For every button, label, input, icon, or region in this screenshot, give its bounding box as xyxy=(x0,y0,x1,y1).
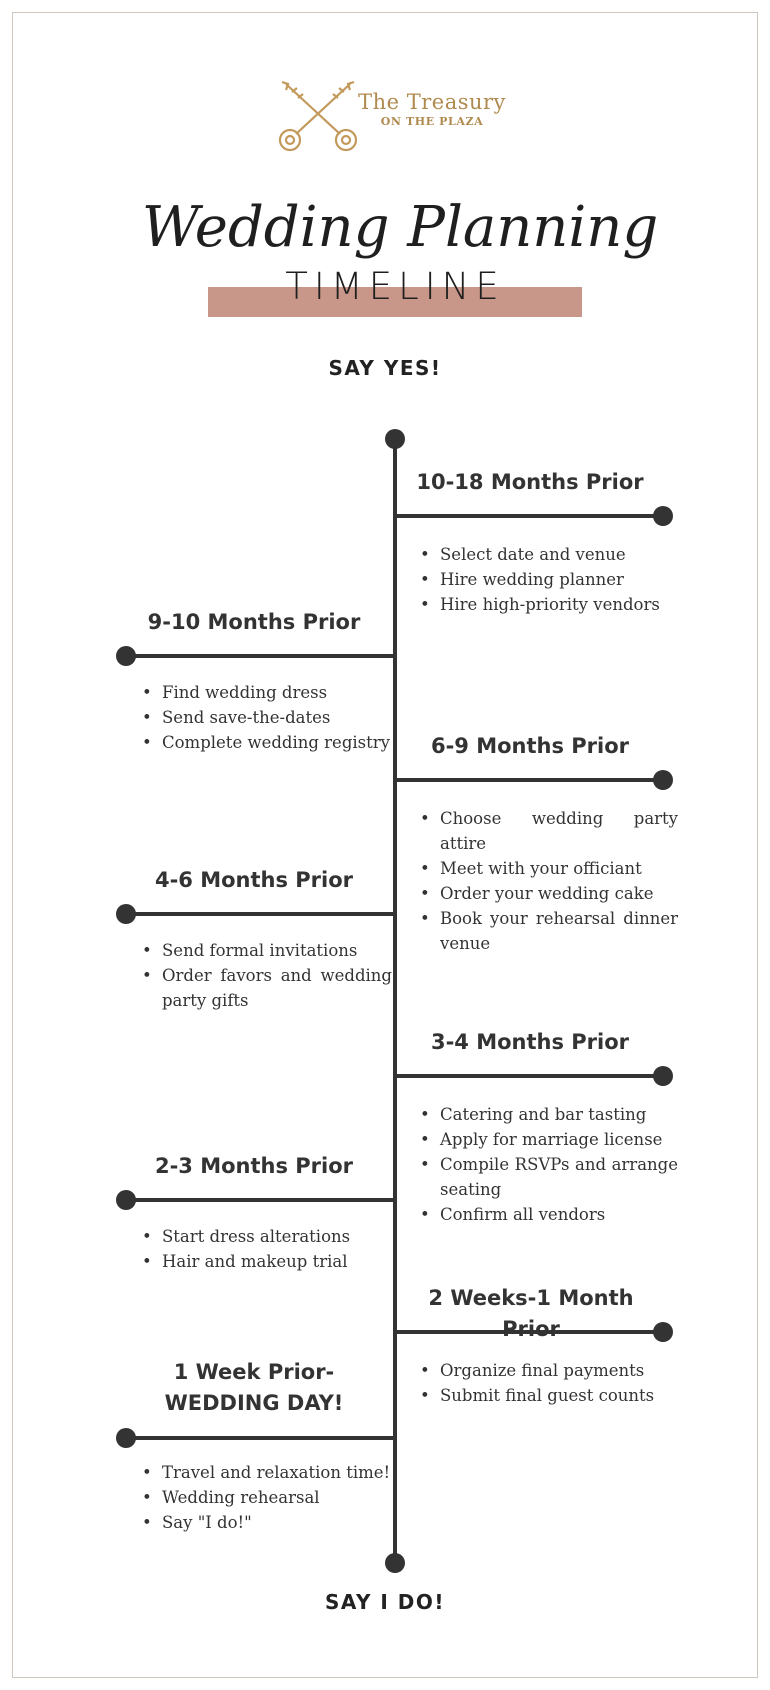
brand-name xyxy=(352,90,512,128)
milestone-7-list xyxy=(420,1358,678,1408)
milestone-3-item: • Meet with your officiant xyxy=(420,856,678,881)
milestone-6-heading: 2-3 Months Prior xyxy=(154,1154,354,1178)
milestone-3-heading: 6-9 Months Prior xyxy=(430,734,630,758)
milestone-7-heading: 2 Weeks-1 Month Prior xyxy=(428,1286,634,1341)
milestone-1-item: • Select date and venue xyxy=(420,542,678,567)
milestone-1-item: • Hire wedding planner xyxy=(420,567,678,592)
milestone-8-heading-line1: 1 Week Prior- xyxy=(173,1360,335,1384)
milestone-4-list xyxy=(142,938,392,1013)
milestone-4-item: • Order favors and wedding party gifts xyxy=(142,963,392,1013)
milestone-6-branch xyxy=(126,1198,394,1202)
milestone-5-item: • Confirm all vendors xyxy=(420,1202,678,1227)
milestone-8-item: • Say "I do!" xyxy=(142,1510,392,1535)
milestone-1-item: • Hire high-priority vendors xyxy=(420,592,678,617)
milestone-6-list xyxy=(142,1224,392,1274)
milestone-3-branch xyxy=(395,778,661,782)
milestone-1-dot xyxy=(653,506,673,526)
milestone-5-dot xyxy=(653,1066,673,1086)
milestone-8-heading xyxy=(126,1357,382,1419)
end-label: SAY I DO! xyxy=(324,1590,446,1614)
milestone-8-heading-line2: WEDDING DAY! xyxy=(164,1391,344,1415)
milestone-3-list xyxy=(420,806,678,956)
milestone-6-item: • Hair and makeup trial xyxy=(142,1249,392,1274)
milestone-4-heading: 4-6 Months Prior xyxy=(154,868,354,892)
milestone-3-item: • Order your wedding cake xyxy=(420,881,678,906)
milestone-2-list xyxy=(142,680,392,755)
milestone-2-item: • Find wedding dress xyxy=(142,680,392,705)
script-title-text: Wedding Planning xyxy=(141,195,659,260)
brand-treasury: Treasury xyxy=(406,90,506,114)
timeline-spine xyxy=(393,440,397,1562)
start-label: SAY YES! xyxy=(328,356,442,380)
milestone-1-branch xyxy=(395,514,661,518)
milestone-1-list xyxy=(420,542,678,617)
timeline-banner-text: TIMELINE xyxy=(285,265,505,308)
milestone-7-item: • Organize final payments xyxy=(420,1358,678,1383)
milestone-8-item: • Wedding rehearsal xyxy=(142,1485,392,1510)
milestone-5-heading: 3-4 Months Prior xyxy=(430,1030,630,1054)
brand-line-2: ON THE PLAZA xyxy=(380,115,484,128)
timeline-end-dot xyxy=(385,1553,405,1573)
milestone-6-dot xyxy=(116,1190,136,1210)
milestone-2-item: • Send save-the-dates xyxy=(142,705,392,730)
milestone-8-item: • Travel and relaxation time! xyxy=(142,1460,392,1485)
milestone-2-item: • Complete wedding registry xyxy=(142,730,392,755)
milestone-5-list xyxy=(420,1102,678,1227)
milestone-5-item: • Apply for marriage license xyxy=(420,1127,678,1152)
milestone-2-dot xyxy=(116,646,136,666)
milestone-4-branch xyxy=(126,912,394,916)
script-title xyxy=(141,188,659,276)
milestone-5-item: • Compile RSVPs and arrange seating xyxy=(420,1152,678,1202)
timeline-start-dot xyxy=(385,429,405,449)
milestone-6-item: • Start dress alterations xyxy=(142,1224,392,1249)
milestone-3-item: • Book your rehearsal dinner venue xyxy=(420,906,678,956)
milestone-8-list xyxy=(142,1460,392,1535)
milestone-2-branch xyxy=(126,654,394,658)
milestone-1-heading: 10-18 Months Prior xyxy=(416,470,644,494)
milestone-2-heading: 9-10 Months Prior xyxy=(147,610,361,634)
script-title-svg xyxy=(141,188,659,276)
milestone-8-branch xyxy=(126,1436,394,1440)
milestone-7-item: • Submit final guest counts xyxy=(420,1383,678,1408)
milestone-4-item: • Send formal invitations xyxy=(142,938,392,963)
brand-line-1 xyxy=(352,90,512,114)
milestone-5-branch xyxy=(395,1074,661,1078)
brand-the: The xyxy=(358,90,400,114)
milestone-8-dot xyxy=(116,1428,136,1448)
milestone-3-dot xyxy=(653,770,673,790)
milestone-5-item: • Catering and bar tasting xyxy=(420,1102,678,1127)
milestone-4-dot xyxy=(116,904,136,924)
milestone-3-item: • Choose wedding party attire xyxy=(420,806,678,856)
